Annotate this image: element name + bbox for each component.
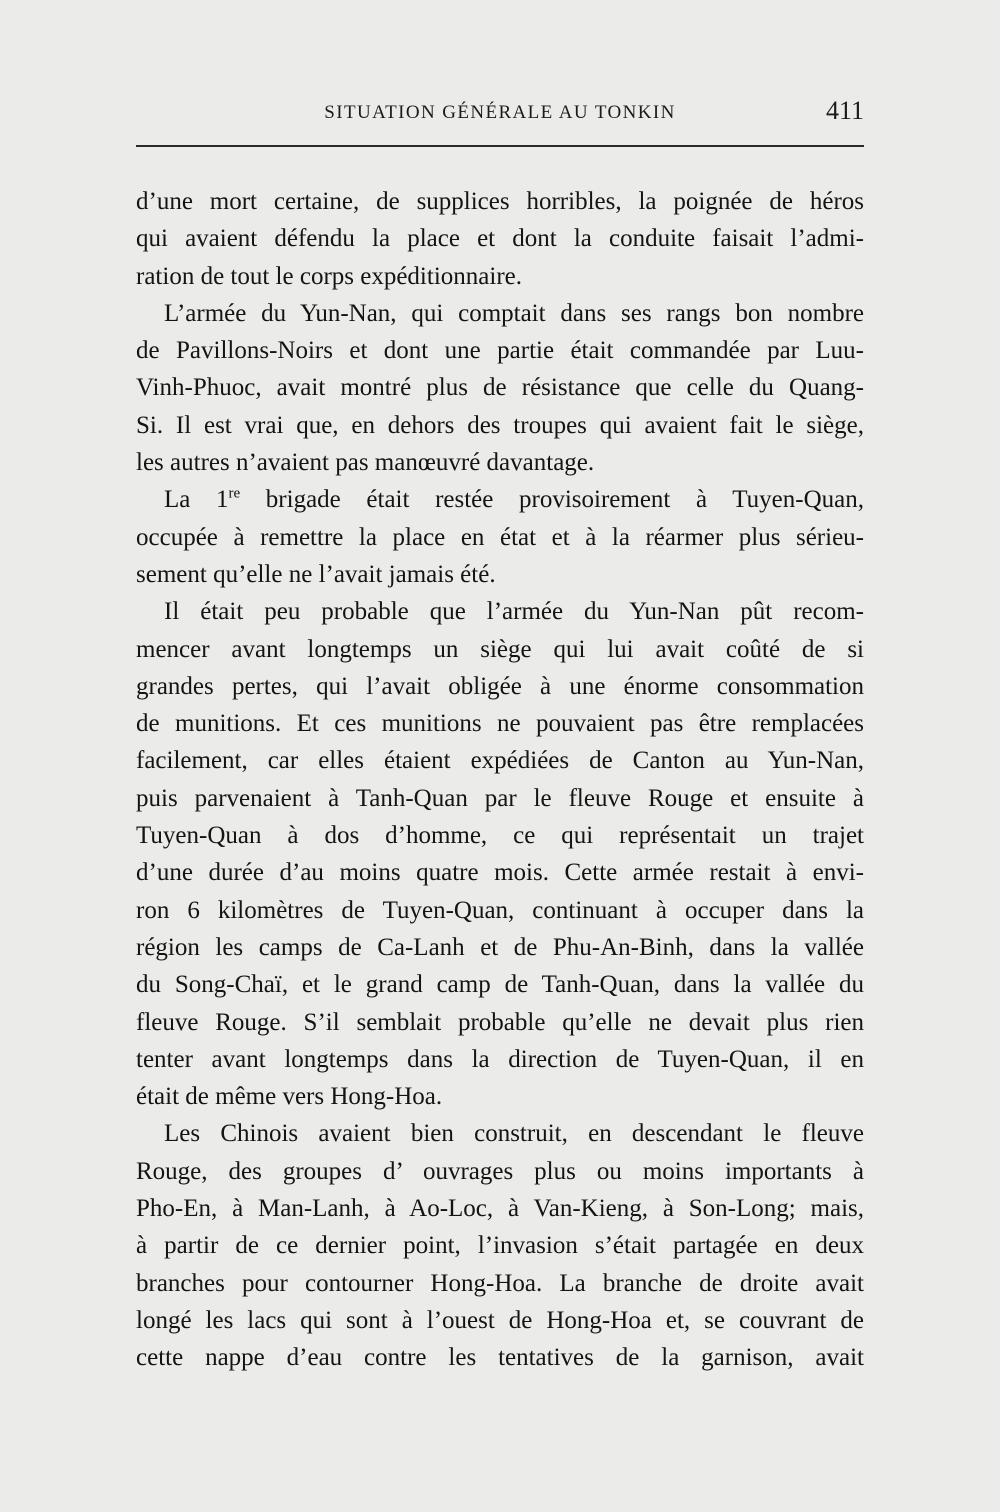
- text-line: puis parvenaient à Tanh-Quan par le fleuve Rouge et ensuite à: [136, 784, 864, 812]
- text-line: de munitions. Et ces munitions ne pouvaient pas être remplacées: [136, 710, 864, 738]
- text-line: [136, 481, 864, 518]
- text-segment: La 1: [164, 486, 229, 514]
- text-line: Tuyen-Quan à dos d’homme, ce qui représentait un trajet: [136, 822, 864, 850]
- text-line: cette nappe d’eau contre les tentatives de la garnison, avait: [136, 1344, 864, 1372]
- text-line: mencer avant longtemps un siège qui lui avait coûté de si: [136, 635, 864, 663]
- text-line: était de même vers Hong-Hoa.: [136, 1083, 443, 1111]
- text-line: Les Chinois avaient bien construit, en descendant le fleuve: [164, 1120, 864, 1148]
- text-line: branches pour contourner Hong-Hoa. La branche de droite avait: [136, 1269, 864, 1297]
- header-rule: [136, 145, 864, 147]
- text-line: tenter avant longtemps dans la direction de Tuyen-Quan, il en: [136, 1045, 864, 1073]
- text-line: L’armée du Yun-Nan, qui comptait dans ses rangs bon nombre: [164, 299, 864, 327]
- text-line: ration de tout le corps expéditionnaire.: [136, 262, 522, 290]
- text-line: à partir de ce dernier point, l’invasion s’était partagée en deux: [136, 1232, 864, 1260]
- text-line: fleuve Rouge. S’il semblait probable qu’elle ne devait plus rien: [136, 1008, 864, 1036]
- text-line: ron 6 kilomètres de Tuyen-Quan, continuant à occuper dans la: [136, 896, 864, 924]
- text-line: Si. Il est vrai que, en dehors des troupes qui avaient fait le siège,: [136, 411, 864, 439]
- text-line: occupée à remettre la place en état et à la réarmer plus sérieu-: [136, 523, 864, 551]
- text-line: facilement, car elles étaient expédiées de Canton au Yun-Nan,: [136, 747, 864, 775]
- text-line: les autres n’avaient pas manœuvré davantage.: [136, 449, 595, 477]
- running-title: SITUATION GÉNÉRALE AU TONKIN: [324, 102, 676, 123]
- text-line: Il était peu probable que l’armée du Yun-Nan pût recom-: [164, 598, 864, 626]
- page-number: 411: [825, 96, 864, 125]
- body-text: [136, 183, 864, 1377]
- text-line: sement qu’elle ne l’avait jamais été.: [136, 560, 496, 588]
- text-line: du Song-Chaï, et le grand camp de Tanh-Quan, dans la vallée du: [136, 971, 864, 999]
- text-line: grandes pertes, qui l’avait obligée à une énorme consommation: [136, 672, 864, 700]
- ordinal-superscript: re: [228, 486, 241, 503]
- text-line: d’une mort certaine, de supplices horribles, la poignée de héros: [136, 188, 864, 215]
- text-line: d’une durée d’au moins quatre mois. Cette armée restait à envi-: [136, 859, 864, 887]
- text-segment: brigade était restée provisoirement à Tuyen-Quan,: [240, 486, 864, 514]
- text-line: longé les lacs qui sont à l’ouest de Hong-Hoa et, se couvrant de: [136, 1306, 864, 1334]
- text-line: région les camps de Ca-Lanh et de Phu-An-Binh, dans la vallée: [136, 933, 864, 961]
- text-line: Rouge, des groupes d’ ouvrages plus ou moins importants à: [136, 1157, 864, 1185]
- text-line: qui avaient défendu la place et dont la conduite faisait l’admi-: [136, 225, 864, 253]
- page-header: [136, 96, 864, 136]
- text-line: Pho-En, à Man-Lanh, à Ao-Loc, à Van-Kieng, à Son-Long; mais,: [136, 1195, 864, 1223]
- text-line: Vinh-Phuoc, avait montré plus de résistance que celle du Quang-: [136, 374, 864, 402]
- text-line: de Pavillons-Noirs et dont une partie était commandée par Luu-: [136, 337, 864, 365]
